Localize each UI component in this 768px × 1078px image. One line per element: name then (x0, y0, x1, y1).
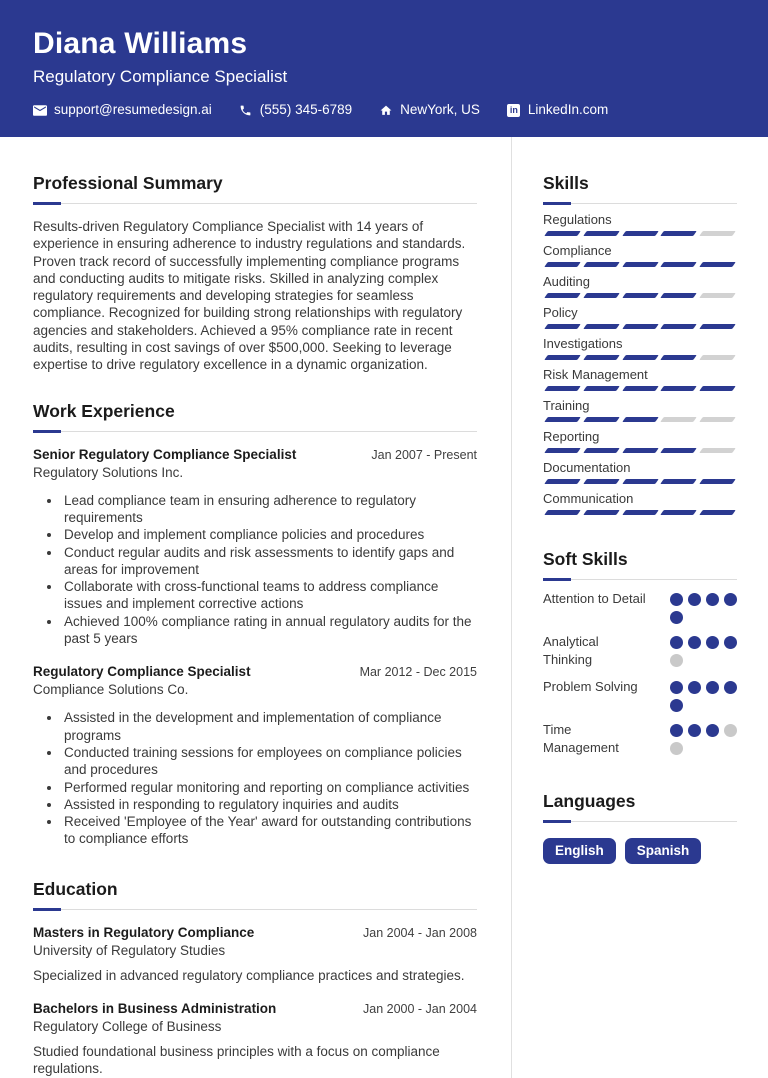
soft-skill-label: Analytical Thinking (543, 634, 599, 667)
contact-email[interactable] (33, 102, 212, 118)
soft-skill-dots (670, 633, 737, 667)
skill-row (543, 491, 737, 515)
section-soft-skills (543, 515, 737, 757)
skill-label: Communication (543, 491, 634, 506)
skill-row (543, 460, 737, 484)
main-column (33, 137, 477, 1078)
experience-heading: Work Experience (33, 400, 175, 421)
skill-bar (543, 510, 737, 515)
soft-skills-heading: Soft Skills (543, 549, 628, 569)
soft-skill-dots (670, 590, 737, 624)
section-rule (33, 202, 477, 205)
skill-bar (543, 231, 737, 236)
job-bullet: • Lead compliance team in ensuring adherence to regulatory requirements (62, 492, 477, 527)
skill-label: Compliance (543, 243, 612, 258)
section-professional-summary (33, 137, 477, 374)
section-rule (33, 430, 477, 433)
contact-phone[interactable] (239, 102, 352, 118)
education-description: Studied foundational business principles with a focus on compliance regulations. (33, 1044, 440, 1077)
skill-label: Policy (543, 305, 578, 320)
job-bullet-list (33, 709, 477, 847)
job-bullet: • Collaborate with cross-functional teams to address compliance issues and implement corrective actions (62, 578, 477, 613)
job-bullet: • Received 'Employee of the Year' award for outstanding contributions to compliance efforts (62, 813, 477, 848)
language-badge-english: English (543, 838, 616, 864)
contact-linkedin-text: LinkedIn.com (527, 102, 609, 117)
skill-row (543, 212, 737, 236)
home-icon (379, 103, 393, 117)
education-dates: Jan 2004 - Jan 2008 (363, 925, 477, 940)
phone-icon (239, 103, 253, 117)
section-skills (543, 137, 737, 515)
soft-skill-row (543, 633, 737, 669)
languages-heading: Languages (543, 791, 636, 811)
skill-row (543, 429, 737, 453)
skill-bar (543, 262, 737, 267)
skill-label: Training (543, 398, 590, 413)
section-languages (543, 757, 737, 864)
job-title: Regulatory Compliance Specialist (33, 664, 251, 680)
section-education (33, 848, 477, 1078)
job-entry (33, 446, 477, 648)
skill-label: Auditing (543, 274, 590, 289)
soft-skill-label: Attention to Detail (543, 591, 646, 606)
soft-skill-dots (670, 721, 737, 755)
summary-text: Results-driven Regulatory Compliance Specialist with 14 years of experience in ensuring adherence to industry regulations and standards. Proven track record of successfully implementing compliance programs and conducting audits to mitigate risks. Skilled in analyzing complex regulatory requirements and developing strategies for seamless compliance. Recognized for building strong relationships with regulatory agencies and stakeholders. Achieved a 95% compliance rate in recent audits, resulting in cost savings of over $500,000. Seeking to leverage expertise to drive regulatory excellence in a dynamic organization. (33, 219, 466, 373)
column-divider (511, 137, 512, 1078)
skill-row (543, 305, 737, 329)
school-name: University of Regulatory Studies (33, 942, 226, 958)
education-dates: Jan 2000 - Jan 2004 (363, 1002, 477, 1017)
section-rule (543, 202, 737, 205)
skill-row (543, 398, 737, 422)
job-dates: Jan 2007 - Present (371, 447, 477, 462)
section-work-experience (33, 374, 477, 848)
contact-linkedin[interactable] (507, 102, 608, 118)
skill-bar (543, 386, 737, 391)
resume-header (0, 0, 768, 137)
contact-location-text: NewYork, US (400, 102, 480, 117)
contact-bar (33, 102, 735, 118)
job-bullet: • Conducted training sessions for employees on compliance policies and procedures (62, 744, 477, 779)
skill-label: Investigations (543, 336, 623, 351)
language-badges (543, 838, 737, 864)
soft-skill-label: Problem Solving (543, 679, 638, 694)
soft-skill-dots (670, 678, 737, 712)
job-bullet: • Develop and implement compliance policies and procedures (62, 526, 477, 543)
education-description: Specialized in advanced regulatory compliance practices and strategies. (33, 967, 465, 983)
skill-label: Documentation (543, 460, 631, 475)
job-bullet: • Conduct regular audits and risk assessments to identify gaps and areas for improvement (62, 544, 477, 579)
skill-row (543, 367, 737, 391)
skill-label: Regulations (543, 212, 612, 227)
school-name: Regulatory College of Business (33, 1019, 222, 1035)
job-company: Compliance Solutions Co. (33, 682, 189, 698)
degree-title: Masters in Regulatory Compliance (33, 924, 255, 940)
degree-title: Bachelors in Business Administration (33, 1001, 277, 1017)
soft-skill-label: Time Management (543, 722, 619, 755)
language-badge-spanish: Spanish (625, 838, 702, 864)
education-entry (33, 1000, 477, 1078)
job-bullet-list (33, 492, 477, 648)
skill-bar (543, 448, 737, 453)
skill-bar (543, 293, 737, 298)
contact-email-text: support@resumedesign.ai (54, 102, 212, 117)
section-rule (543, 578, 737, 581)
job-company: Regulatory Solutions Inc. (33, 464, 184, 480)
job-bullet: • Assisted in responding to regulatory inquiries and audits (62, 796, 477, 813)
side-column (543, 137, 737, 1078)
section-rule (543, 820, 737, 823)
job-dates: Mar 2012 - Dec 2015 (359, 665, 477, 680)
summary-heading: Professional Summary (33, 173, 223, 193)
contact-location[interactable] (379, 102, 480, 118)
person-name: Diana Williams (33, 27, 248, 60)
linkedin-icon: in (507, 103, 521, 117)
job-bullet: • Assisted in the development and implementation of compliance programs (62, 709, 477, 744)
skill-bar (543, 417, 737, 422)
email-icon (33, 103, 47, 117)
soft-skill-row (543, 590, 737, 624)
contact-phone-text: (555) 345-6789 (259, 102, 353, 117)
resume-body (0, 137, 768, 1078)
skill-label: Risk Management (543, 367, 648, 382)
job-bullet: • Performed regular monitoring and reporting on compliance activities (62, 779, 477, 796)
soft-skill-row (543, 678, 737, 712)
person-job-title: Regulatory Compliance Specialist (33, 67, 288, 86)
job-bullet: • Achieved 100% compliance rating in annual regulatory audits for the past 5 years (62, 613, 477, 648)
soft-skill-row (543, 721, 737, 757)
section-rule (33, 908, 477, 911)
skill-bar (543, 324, 737, 329)
skill-row (543, 336, 737, 360)
skill-bar (543, 355, 737, 360)
skill-row (543, 243, 737, 267)
skill-label: Reporting (543, 429, 600, 444)
skill-row (543, 274, 737, 298)
skills-heading: Skills (543, 173, 589, 193)
education-heading: Education (33, 878, 118, 899)
education-entry (33, 924, 477, 984)
job-entry (33, 663, 477, 847)
job-title: Senior Regulatory Compliance Specialist (33, 446, 297, 462)
skill-bar (543, 479, 737, 484)
